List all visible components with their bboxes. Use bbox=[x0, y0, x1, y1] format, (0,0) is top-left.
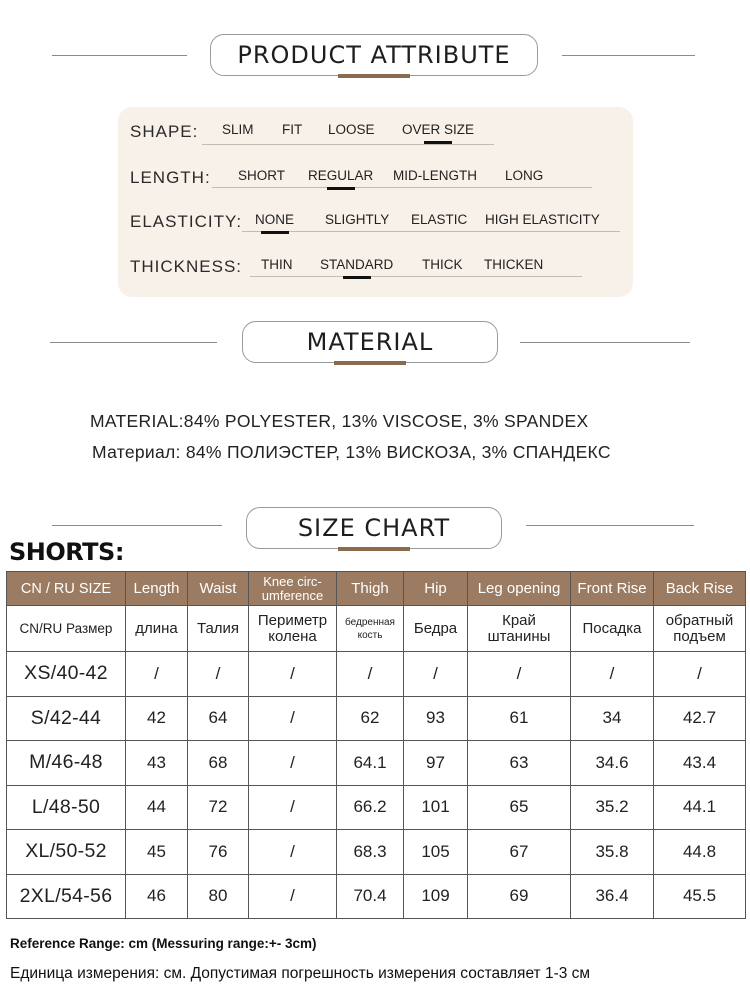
header-ru-leg-opening: Край штанины bbox=[468, 606, 571, 652]
table-row bbox=[7, 652, 746, 697]
attr-option-selected: STANDARD bbox=[320, 257, 393, 272]
measure-cell: 62 bbox=[337, 696, 404, 741]
attr-label: ELASTICITY: bbox=[130, 212, 243, 231]
measure-cell: 76 bbox=[188, 830, 249, 875]
measure-cell: / bbox=[249, 874, 337, 919]
attr-option: HIGH ELASTICITY bbox=[485, 212, 600, 227]
measure-cell: 63 bbox=[468, 741, 571, 786]
attr-option: THIN bbox=[261, 257, 293, 272]
measure-cell: / bbox=[468, 652, 571, 697]
header-ru-knee: Периметр колена bbox=[249, 606, 337, 652]
measure-cell: / bbox=[337, 652, 404, 697]
measure-cell: 64 bbox=[188, 696, 249, 741]
divider-left bbox=[50, 342, 217, 343]
measure-cell: 45.5 bbox=[654, 874, 746, 919]
measure-cell: / bbox=[249, 830, 337, 875]
header-ru-front-rise: Посадка bbox=[571, 606, 654, 652]
divider-left bbox=[52, 55, 187, 56]
header-waist: Waist bbox=[188, 572, 249, 606]
measure-cell: 61 bbox=[468, 696, 571, 741]
measure-cell: 35.2 bbox=[571, 785, 654, 830]
measure-cell: / bbox=[249, 652, 337, 697]
divider-right bbox=[520, 342, 690, 343]
material-en: MATERIAL:84% POLYESTER, 13% VISCOSE, 3% SPANDEX bbox=[90, 411, 589, 431]
attr-label: LENGTH: bbox=[130, 168, 211, 187]
measure-cell: / bbox=[249, 785, 337, 830]
measure-cell: / bbox=[571, 652, 654, 697]
measure-cell: 68 bbox=[188, 741, 249, 786]
measure-cell: 43.4 bbox=[654, 741, 746, 786]
header-ru-hip: Бедра bbox=[404, 606, 468, 652]
table-row bbox=[7, 741, 746, 786]
attr-label: THICKNESS: bbox=[130, 257, 243, 276]
header-size: CN / RU SIZE bbox=[7, 572, 126, 606]
measure-cell: / bbox=[249, 696, 337, 741]
table-row bbox=[7, 696, 746, 741]
header-ru-size: CN/RU Размер bbox=[7, 606, 126, 652]
size-cell: XL/50-52 bbox=[7, 830, 126, 875]
divider-right bbox=[562, 55, 695, 56]
size-cell: S/42-44 bbox=[7, 696, 126, 741]
measure-cell: 44.1 bbox=[654, 785, 746, 830]
measure-cell: 93 bbox=[404, 696, 468, 741]
measure-cell: / bbox=[188, 652, 249, 697]
measure-cell: 69 bbox=[468, 874, 571, 919]
measure-cell: / bbox=[404, 652, 468, 697]
attr-option-selected: NONE bbox=[255, 212, 294, 227]
attr-option: LOOSE bbox=[328, 122, 375, 137]
size-cell: M/46-48 bbox=[7, 741, 126, 786]
measure-cell: 34 bbox=[571, 696, 654, 741]
header-ru-waist: Талия bbox=[188, 606, 249, 652]
attr-option: SHORT bbox=[238, 168, 286, 183]
product-attribute-panel bbox=[118, 107, 633, 297]
table-header-ru bbox=[7, 606, 746, 652]
measure-cell: 101 bbox=[404, 785, 468, 830]
measure-cell: 105 bbox=[404, 830, 468, 875]
measure-cell: / bbox=[126, 652, 188, 697]
divider-right bbox=[526, 525, 694, 526]
header-front-rise: Front Rise bbox=[571, 572, 654, 606]
footer-measurement-note: Единица измерения: см. Допустимая погрешность измерения составляет 1-3 см bbox=[10, 965, 591, 982]
section-title-size-chart: SIZE CHART bbox=[246, 507, 502, 549]
measure-cell: 72 bbox=[188, 785, 249, 830]
section-title-material: MATERIAL bbox=[242, 321, 498, 363]
measure-cell: 66.2 bbox=[337, 785, 404, 830]
size-chart-table bbox=[6, 571, 746, 919]
attr-option-selected: OVER SIZE bbox=[402, 122, 474, 137]
header-knee: Knee circ- umference bbox=[249, 572, 337, 606]
measure-cell: 42 bbox=[126, 696, 188, 741]
measure-cell: 46 bbox=[126, 874, 188, 919]
size-cell: L/48-50 bbox=[7, 785, 126, 830]
measure-cell: 67 bbox=[468, 830, 571, 875]
measure-cell: 42.7 bbox=[654, 696, 746, 741]
material-ru: Материал: 84% ПОЛИЭСТЕР, 13% ВИСКОЗА, 3% СПАНДЕКС bbox=[92, 442, 611, 462]
attr-option: FIT bbox=[282, 122, 303, 137]
measure-cell: 68.3 bbox=[337, 830, 404, 875]
measure-cell: 35.8 bbox=[571, 830, 654, 875]
measure-cell: / bbox=[654, 652, 746, 697]
size-cell: 2XL/54-56 bbox=[7, 874, 126, 919]
section-title-product-attribute: PRODUCT ATTRIBUTE bbox=[210, 34, 538, 76]
table-header-en bbox=[7, 572, 746, 606]
header-length: Length bbox=[126, 572, 188, 606]
attr-option: ELASTIC bbox=[411, 212, 468, 227]
measure-cell: 64.1 bbox=[337, 741, 404, 786]
header-leg-opening: Leg opening bbox=[468, 572, 571, 606]
table-row bbox=[7, 874, 746, 919]
measure-cell: 70.4 bbox=[337, 874, 404, 919]
attr-option: MID-LENGTH bbox=[393, 168, 477, 183]
header-ru-thigh: бедренная кость bbox=[337, 606, 404, 652]
attr-option: LONG bbox=[505, 168, 544, 183]
header-back-rise: Back Rise bbox=[654, 572, 746, 606]
measure-cell: 34.6 bbox=[571, 741, 654, 786]
table-row bbox=[7, 785, 746, 830]
measure-cell: 80 bbox=[188, 874, 249, 919]
attr-option-selected: REGULAR bbox=[308, 168, 373, 183]
header-ru-back-rise: обратный подъем bbox=[654, 606, 746, 652]
measure-cell: 43 bbox=[126, 741, 188, 786]
measure-cell: 97 bbox=[404, 741, 468, 786]
measure-cell: / bbox=[249, 741, 337, 786]
attr-option: SLIM bbox=[222, 122, 254, 137]
attr-label: SHAPE: bbox=[130, 122, 199, 141]
measure-cell: 44.8 bbox=[654, 830, 746, 875]
measure-cell: 109 bbox=[404, 874, 468, 919]
header-thigh: Thigh bbox=[337, 572, 404, 606]
measure-cell: 36.4 bbox=[571, 874, 654, 919]
table-title: SHORTS: bbox=[9, 538, 124, 566]
table-row bbox=[7, 830, 746, 875]
attr-option: THICKEN bbox=[484, 257, 544, 272]
measure-cell: 44 bbox=[126, 785, 188, 830]
header-ru-length: длина bbox=[126, 606, 188, 652]
attr-option: THICK bbox=[422, 257, 463, 272]
attr-option: SLIGHTLY bbox=[325, 212, 390, 227]
measure-cell: 45 bbox=[126, 830, 188, 875]
divider-left bbox=[52, 525, 222, 526]
footer-reference-range: Reference Range: cm (Messuring range:+- 3cm) bbox=[10, 936, 317, 951]
size-cell: XS/40-42 bbox=[7, 652, 126, 697]
measure-cell: 65 bbox=[468, 785, 571, 830]
header-hip: Hip bbox=[404, 572, 468, 606]
